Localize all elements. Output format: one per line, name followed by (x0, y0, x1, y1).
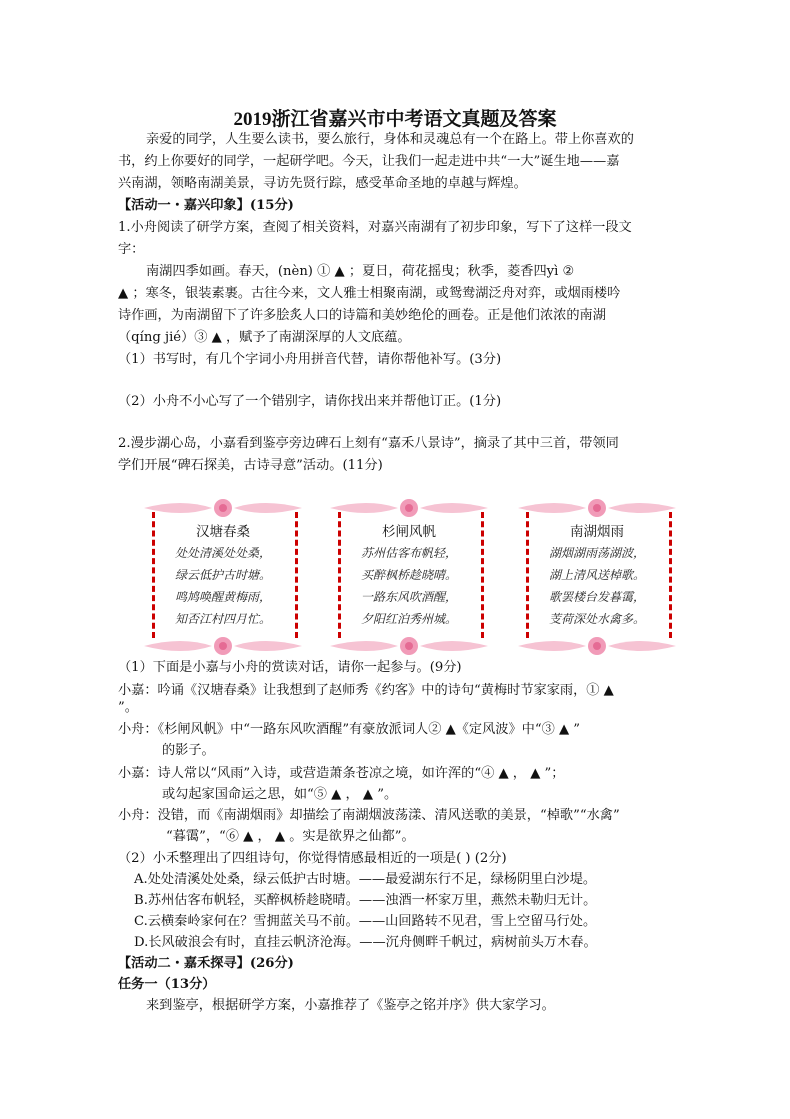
poem-line: 一路东风吹酒醒， (360, 590, 457, 604)
choice-option: A.处处清溪处处桑，绿云低护古时塘。——最爱湖东行不足，绿杨阴里白沙堤。 (134, 872, 597, 887)
task-text: 来到鉴亭，根据研学方案，小嘉推荐了《鉴亭之铭并序》供大家学习。 (146, 998, 555, 1013)
poem-line: 苏州估客布帆轻， (360, 546, 457, 560)
dialogue-line: ”。 (118, 700, 138, 715)
passage-line: 诗作画，为南湖留下了许多脍炙人口的诗篇和美妙绝伦的画卷。正是他们浓浓的南湖 (118, 308, 606, 323)
dialogue-line: 小嘉：诗人常以“风雨”入诗，或营造萧条苍凉之境，如许浑的“④ ▲ ， ▲ ”； (118, 766, 565, 781)
choice-option: B.苏州估客布帆轻，买醉枫桥趁晓晴。——浊酒一杯家万里，燕然未勒归无计。 (134, 893, 597, 908)
intro-line: 兴南湖，领略南湖美景，寻访先贤行踪，感受革命圣地的卓越与辉煌。 (118, 176, 527, 191)
poem-line: 歌罢楼台发暮霭， (548, 590, 645, 604)
choice-question: （2）小禾整理出了四组诗句，你觉得情感最相近的一项是( ) (2分) (118, 851, 507, 866)
dialogue-line: 的影子。 (162, 743, 215, 758)
poem-card (142, 496, 304, 648)
poem-line: 处处清溪处处桑， (174, 546, 271, 560)
activity1-heading: 【活动一・嘉兴印象】(15分) (118, 198, 294, 213)
poem-line: 鸣鸠唤醒黄梅雨， (174, 590, 271, 604)
poem-line: 知否江村四月忙。 (174, 612, 271, 626)
poem-line: 绿云低护古时塘。 (174, 568, 271, 582)
question-1-line: 字： (118, 242, 145, 257)
poem-card (516, 496, 678, 648)
poem-line: 芰荷深处水禽多。 (548, 612, 645, 626)
activity2-heading: 【活动二・嘉禾探寻】(26分) (118, 956, 294, 971)
choice-option: C.云横秦岭家何在？雪拥蓝关马不前。——山回路转不见君，雪上空留马行处。 (134, 914, 597, 929)
task-heading: 任务一（13分） (118, 977, 216, 992)
dialogue-line: 小舟：没错，而《南湖烟雨》却描绘了南湖烟波荡漾、清风送歌的美景，“棹歌”“水禽” (118, 808, 620, 823)
ribbon-decoration (142, 634, 304, 658)
poem-line: 湖上清风送棹歌。 (548, 568, 645, 582)
sub-question-1: （1）书写时，有几个字词小舟用拼音代替，请你帮他补写。(3分) (118, 352, 502, 367)
poem-title: 南湖烟雨 (570, 524, 624, 540)
poem-line: 夕阳红泊秀州城。 (360, 612, 457, 626)
poem-card (328, 496, 490, 648)
dialogue-line: 小嘉：吟诵《汉塘春桑》让我想到了赵师秀《约客》中的诗句“黄梅时节家家雨，① ▲ (118, 683, 614, 698)
poem-line: 湖烟湖雨荡湖波， (548, 546, 645, 560)
passage-line: ▲ ；寒冬，银装素裹。古往今来，文人雅士相聚南湖，或鸳鸯湖泛舟对弈，或烟雨楼吟 (118, 286, 621, 301)
question-2-line: 学们开展“碑石探美，古诗寻意”活动。(11分) (118, 458, 383, 473)
question-2-line: 2.漫步湖心岛，小嘉看到鉴亭旁边碑石上刻有“嘉禾八景诗”，摘录了其中三首，带领同 (118, 436, 619, 451)
dialogue-line: “暮霭”，“⑥ ▲ ， ▲ 。实是欲界之仙都”。 (166, 829, 415, 844)
ribbon-decoration (328, 634, 490, 658)
intro-line: 亲爱的同学，人生要么读书，要么旅行，身体和灵魂总有一个在路上。带上你喜欢的 (146, 132, 634, 147)
sub-question-2: （2）小舟不小心写了一个错别字，请你找出来并帮他订正。(1分) (118, 394, 502, 409)
ribbon-decoration (516, 634, 678, 658)
page-title: 2019浙江省嘉兴市中考语文真题及答案 (233, 109, 557, 130)
dialogue-intro: （1）下面是小嘉与小舟的赏读对话，请你一起参与。(9分) (118, 660, 462, 675)
poem-title: 汉塘春桑 (196, 524, 250, 540)
poem-title: 杉闸风帆 (382, 524, 436, 540)
passage-line: 南湖四季如画。春天，(nèn) ① ▲ ；夏日，荷花摇曳；秋季，菱香四yì ② (146, 264, 575, 279)
choice-option: D.长风破浪会有时，直挂云帆济沧海。——沉舟侧畔千帆过，病树前头万木春。 (134, 935, 597, 950)
dialogue-line: 或勾起家国命运之思，如“⑤ ▲ ， ▲ ”。 (162, 787, 398, 802)
passage-line: （qíng jié）③ ▲ ，赋予了南湖深厚的人文底蕴。 (118, 330, 411, 345)
intro-line: 书，约上你要好的同学，一起研学吧。今天，让我们一起走进中共“一大”诞生地——嘉 (118, 154, 620, 169)
question-1-line: 1.小舟阅读了研学方案，查阅了相关资料，对嘉兴南湖有了初步印象，写下了这样一段文 (118, 220, 632, 235)
dialogue-line: 小舟：《杉闸风帆》中“一路东风吹酒醒”有豪放派词人② ▲《定风波》中“③ ▲ ” (118, 722, 581, 737)
poem-line: 买醉枫桥趁晓晴。 (360, 568, 457, 582)
